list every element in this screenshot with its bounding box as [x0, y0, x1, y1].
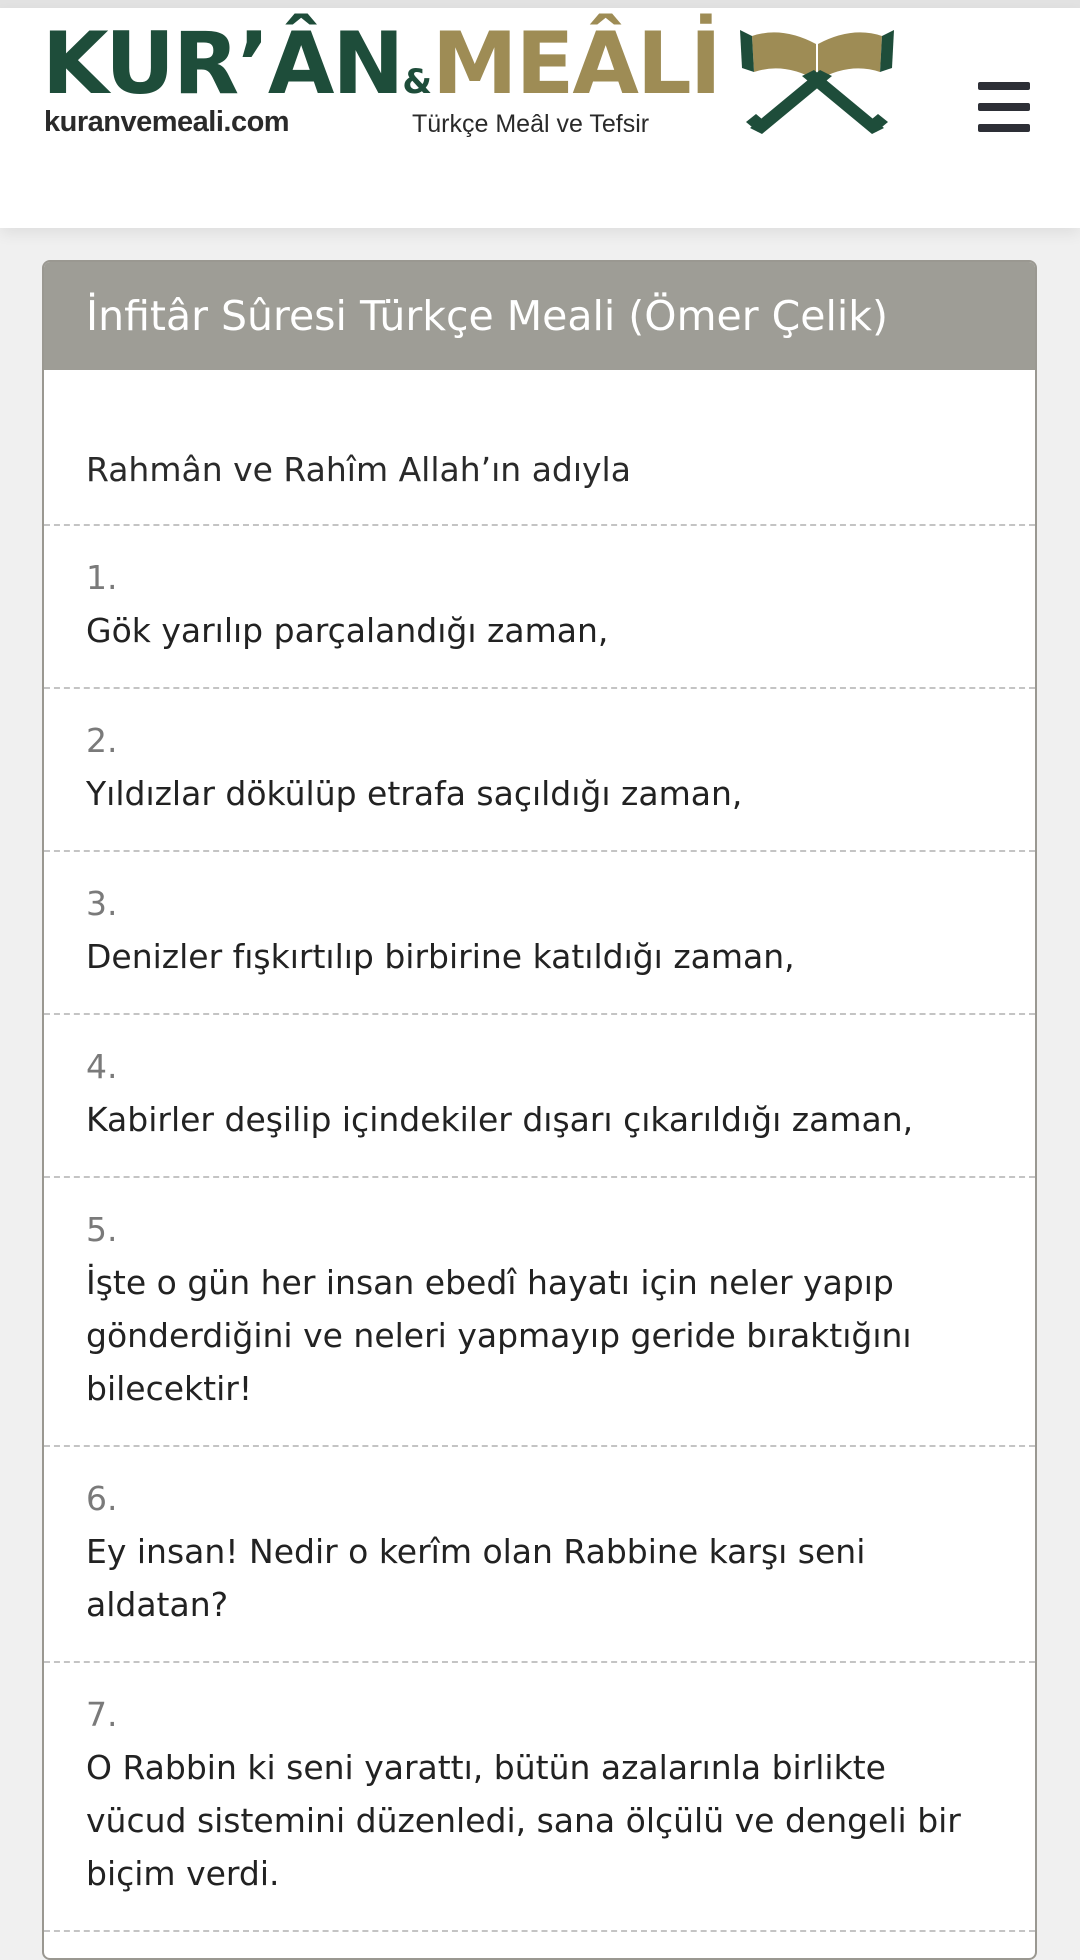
logo-ampersand: &: [402, 62, 433, 102]
site-header: [0, 8, 1080, 228]
verse-item: [44, 852, 1035, 1015]
surah-title: İnfitâr Sûresi Türkçe Meali (Ömer Çelik): [44, 262, 1035, 370]
menu-bar: [978, 124, 1030, 132]
logo-tagline: Türkçe Meâl ve Tefsir: [412, 110, 650, 138]
site-logo[interactable]: [42, 14, 862, 144]
hamburger-menu-icon[interactable]: [978, 82, 1036, 132]
basmala: Rahmân ve Rahîm Allah’ın adıyla: [44, 370, 1035, 526]
verse-text: Ey insan! Nedir o kerîm olan Rabbine karşı seni aldatan?: [86, 1532, 866, 1624]
verse-number: 5.: [86, 1210, 118, 1249]
logo-domain: kuranvemeali.com: [44, 106, 290, 138]
verse-item: [44, 526, 1035, 689]
menu-bar: [978, 82, 1030, 90]
verse-text: Yıldızlar dökülüp etrafa saçıldığı zaman,: [86, 774, 743, 813]
verse-number: 4.: [86, 1047, 118, 1086]
verse-item: [44, 1663, 1035, 1932]
verse-text: İşte o gün her insan ebedî hayatı için neler yapıp gönderdiğini ve neleri yapmayıp geride bıraktığını bilecektir!: [86, 1263, 912, 1408]
verse-item: [44, 689, 1035, 852]
verse-number: 3.: [86, 884, 118, 923]
menu-bar: [978, 103, 1030, 111]
logo-meali: MEÂLİ: [432, 14, 720, 114]
verse-text: Gök yarılıp parçalandığı zaman,: [86, 611, 609, 650]
verse-item: [44, 1178, 1035, 1447]
logo-kuran: KUR’ÂN: [42, 14, 403, 114]
verse-number: 6.: [86, 1479, 118, 1518]
verse-number: 7.: [86, 1695, 118, 1734]
verse-text: Denizler fışkırtılıp birbirine katıldığı zaman,: [86, 937, 795, 976]
open-book-on-stand-icon: [732, 18, 902, 138]
verse-text: Kabirler deşilip içindekiler dışarı çıkarıldığı zaman,: [86, 1100, 914, 1139]
verse-number: 2.: [86, 721, 118, 760]
verse-number: 1.: [86, 558, 118, 597]
verse-item: [44, 1015, 1035, 1178]
verse-text: O Rabbin ki seni yarattı, bütün azalarınla birlikte vücud sistemini düzenledi, sana ölçülü ve dengeli bir biçim verdi.: [86, 1748, 961, 1893]
surah-card: [42, 260, 1037, 1960]
verse-item: [44, 1447, 1035, 1663]
top-border: [0, 0, 1080, 8]
